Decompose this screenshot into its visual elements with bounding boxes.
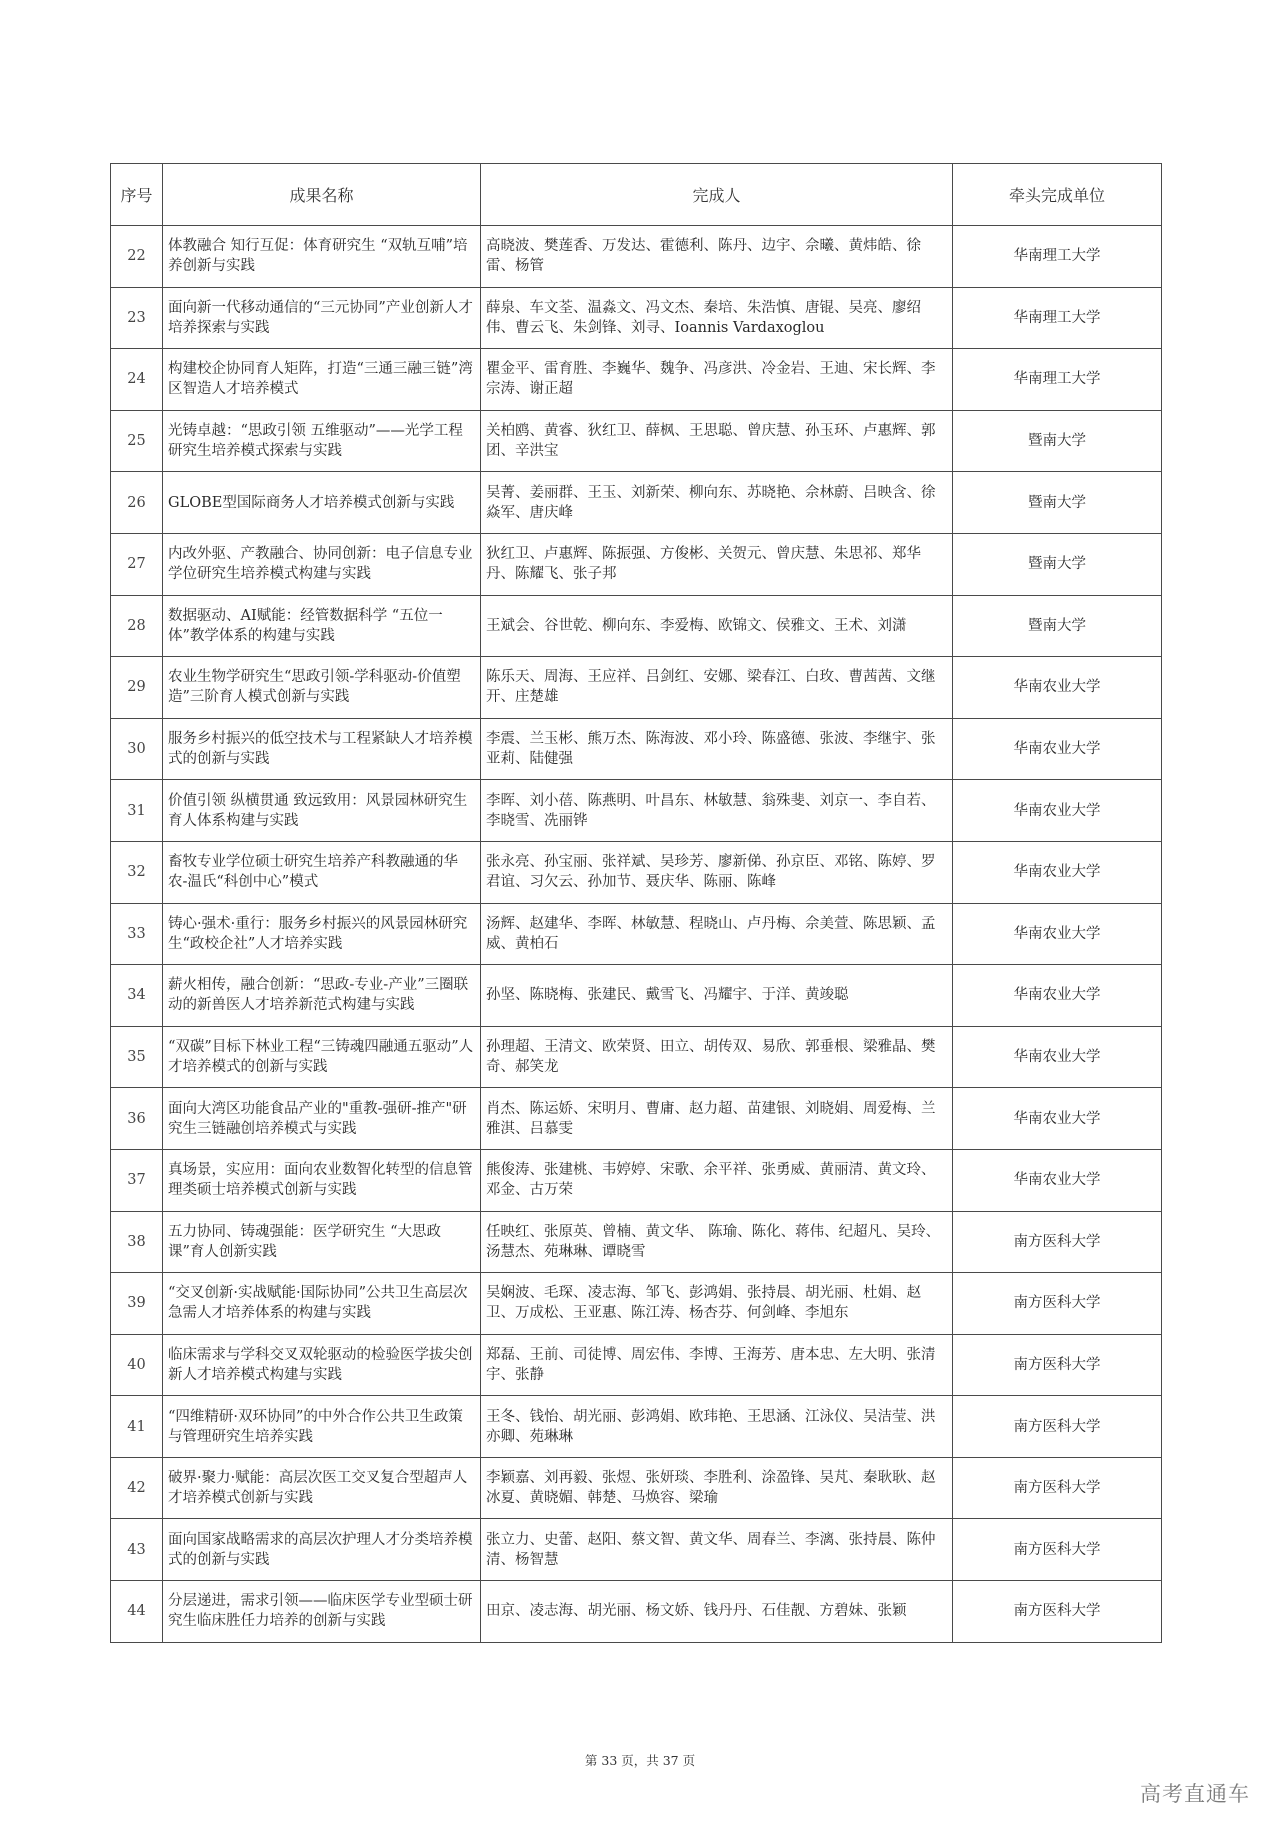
lead-unit: 华南农业大学 xyxy=(953,903,1162,965)
achievement-name: 服务乡村振兴的低空技术与工程紧缺人才培养模式的创新与实践 xyxy=(163,718,481,780)
completers: 李震、兰玉彬、熊万杰、陈海波、邓小玲、陈盛德、张波、李继宇、张亚莉、陆健强 xyxy=(481,718,953,780)
row-index: 29 xyxy=(111,657,163,719)
achievement-name: 畜牧专业学位硕士研究生培养产科教融通的华农-温氏“科创中心”模式 xyxy=(163,841,481,903)
lead-unit: 暨南大学 xyxy=(953,472,1162,534)
achievement-name: 数据驱动、AI赋能：经管数据科学 “五位一体”教学体系的构建与实践 xyxy=(163,595,481,657)
completers: 高晓波、樊莲香、万发达、霍德利、陈丹、边宇、佘曦、黄炜皓、徐雷、杨管 xyxy=(481,226,953,288)
table-row xyxy=(111,410,1162,472)
completers: 孙理超、王清文、欧荣贤、田立、胡传双、易欣、郭垂根、梁雅晶、樊奇、郝笑龙 xyxy=(481,1026,953,1088)
row-index: 44 xyxy=(111,1581,163,1643)
row-index: 22 xyxy=(111,226,163,288)
lead-unit: 南方医科大学 xyxy=(953,1273,1162,1335)
table-row xyxy=(111,1519,1162,1581)
row-index: 39 xyxy=(111,1273,163,1335)
completers: 熊俊涛、张建桃、韦婷婷、宋歌、余平祥、张勇威、黄丽清、黄文玲、邓金、古万荣 xyxy=(481,1149,953,1211)
achievement-name: 分层递进，需求引领——临床医学专业型硕士研究生临床胜任力培养的创新与实践 xyxy=(163,1581,481,1643)
row-index: 38 xyxy=(111,1211,163,1273)
row-index: 41 xyxy=(111,1396,163,1458)
achievement-name: 薪火相传，融合创新：“思政-专业-产业”三圈联动的新兽医人才培养新范式构建与实践 xyxy=(163,965,481,1027)
lead-unit: 华南农业大学 xyxy=(953,657,1162,719)
completers: 王斌会、谷世乾、柳向东、李爱梅、欧锦文、侯雅文、王术、刘潇 xyxy=(481,595,953,657)
row-index: 28 xyxy=(111,595,163,657)
achievement-name: 构建校企协同育人矩阵，打造“三通三融三链”湾区智造人才培养模式 xyxy=(163,349,481,411)
lead-unit: 暨南大学 xyxy=(953,595,1162,657)
header-index: 序号 xyxy=(111,164,163,226)
completers: 肖杰、陈运娇、宋明月、曹庸、赵力超、苗建银、刘晓娟、周爱梅、兰雅淇、吕慕雯 xyxy=(481,1088,953,1150)
completers: 瞿金平、雷育胜、李巍华、魏争、冯彦洪、冷金岩、王迪、宋长辉、李宗涛、谢正超 xyxy=(481,349,953,411)
lead-unit: 南方医科大学 xyxy=(953,1457,1162,1519)
table-row xyxy=(111,1211,1162,1273)
achievement-name: 面向国家战略需求的高层次护理人才分类培养模式的创新与实践 xyxy=(163,1519,481,1581)
completers: 李晖、刘小蓓、陈燕明、叶昌东、林敏慧、翁殊斐、刘京一、李自若、李晓雪、冼丽铧 xyxy=(481,780,953,842)
completers: 孙坚、陈晓梅、张建民、戴雪飞、冯耀宇、于洋、黄竣聪 xyxy=(481,965,953,1027)
completers: 吴菁、姜丽群、王玉、刘新荣、柳向东、苏晓艳、佘林蔚、吕映含、徐焱军、唐庆峰 xyxy=(481,472,953,534)
lead-unit: 华南农业大学 xyxy=(953,780,1162,842)
completers: 张永亮、孙宝丽、张祥斌、吴珍芳、廖新俤、孙京臣、邓铭、陈婷、罗君谊、习欠云、孙加节、聂庆华、陈丽、陈峰 xyxy=(481,841,953,903)
lead-unit: 华南农业大学 xyxy=(953,1149,1162,1211)
table-row xyxy=(111,349,1162,411)
achievement-name: 破界·聚力·赋能：高层次医工交叉复合型超声人才培养模式创新与实践 xyxy=(163,1457,481,1519)
header-name: 成果名称 xyxy=(163,164,481,226)
completers: 田京、凌志海、胡光丽、杨文娇、钱丹丹、石佳靓、方碧妹、张颖 xyxy=(481,1581,953,1643)
completers: 张立力、史蕾、赵阳、蔡文智、黄文华、周春兰、李漓、张持晨、陈仲清、杨智慧 xyxy=(481,1519,953,1581)
achievement-name: 体教融合 知行互促：体育研究生 “双轨互哺”培养创新与实践 xyxy=(163,226,481,288)
table-row xyxy=(111,472,1162,534)
completers: 狄红卫、卢惠辉、陈振强、方俊彬、关贺元、曾庆慧、朱思祁、郑华丹、陈耀飞、张子邦 xyxy=(481,533,953,595)
achievement-name: 铸心·强术·重行：服务乡村振兴的风景园林研究生“政校企社”人才培养实践 xyxy=(163,903,481,965)
completers: 郑磊、王前、司徒博、周宏伟、李博、王海芳、唐本忠、左大明、张清宇、张静 xyxy=(481,1334,953,1396)
lead-unit: 华南农业大学 xyxy=(953,1088,1162,1150)
row-index: 30 xyxy=(111,718,163,780)
table-row xyxy=(111,595,1162,657)
table-row xyxy=(111,718,1162,780)
watermark: 高考直通车 xyxy=(1140,1782,1250,1806)
achievement-name: 光铸卓越：“思政引领 五维驱动”——光学工程研究生培养模式探索与实践 xyxy=(163,410,481,472)
row-index: 33 xyxy=(111,903,163,965)
table-body xyxy=(111,226,1162,1643)
row-index: 32 xyxy=(111,841,163,903)
table-header-row xyxy=(111,164,1162,226)
row-index: 23 xyxy=(111,287,163,349)
results-table xyxy=(110,163,1162,1643)
completers: 陈乐天、周海、王应祥、吕剑红、安娜、梁春江、白玫、曹茜茜、文继开、庄楚雄 xyxy=(481,657,953,719)
achievement-name: GLOBE型国际商务人才培养模式创新与实践 xyxy=(163,472,481,534)
header-unit: 牵头完成单位 xyxy=(953,164,1162,226)
lead-unit: 华南理工大学 xyxy=(953,287,1162,349)
row-index: 36 xyxy=(111,1088,163,1150)
table-row xyxy=(111,287,1162,349)
achievement-name: 真场景，实应用：面向农业数智化转型的信息管理类硕士培养模式创新与实践 xyxy=(163,1149,481,1211)
completers: 王冬、钱怡、胡光丽、彭鸿娟、欧玮艳、王思涵、江泳仪、吴洁莹、洪亦卿、苑琳琳 xyxy=(481,1396,953,1458)
achievement-name: 面向新一代移动通信的“三元协同”产业创新人才培养探索与实践 xyxy=(163,287,481,349)
row-index: 43 xyxy=(111,1519,163,1581)
table-row xyxy=(111,780,1162,842)
achievement-name: 价值引领 纵横贯通 致远致用：风景园林研究生育人体系构建与实践 xyxy=(163,780,481,842)
lead-unit: 华南农业大学 xyxy=(953,1026,1162,1088)
table-row xyxy=(111,1457,1162,1519)
table-row xyxy=(111,1149,1162,1211)
lead-unit: 南方医科大学 xyxy=(953,1581,1162,1643)
lead-unit: 南方医科大学 xyxy=(953,1334,1162,1396)
completers: 任映红、张原英、曾楠、黄文华、 陈瑜、陈化、蒋伟、纪超凡、吴玲、汤慧杰、苑琳琳、谭晓雪 xyxy=(481,1211,953,1273)
table-row xyxy=(111,1088,1162,1150)
lead-unit: 南方医科大学 xyxy=(953,1396,1162,1458)
table-row xyxy=(111,1581,1162,1643)
achievement-name: 农业生物学研究生“思政引领-学科驱动-价值塑造”三阶育人模式创新与实践 xyxy=(163,657,481,719)
table-row xyxy=(111,226,1162,288)
row-index: 35 xyxy=(111,1026,163,1088)
lead-unit: 华南农业大学 xyxy=(953,965,1162,1027)
table-row xyxy=(111,1396,1162,1458)
achievement-name: 临床需求与学科交叉双轮驱动的检验医学拔尖创新人才培养模式构建与实践 xyxy=(163,1334,481,1396)
page-number: 第 33 页，共 37 页 xyxy=(584,1753,696,1768)
completers: 薛泉、车文荃、温淼文、冯文杰、秦培、朱浩慎、唐锟、吴亮、廖绍伟、曹云飞、朱剑锋、刘寻、Ioannis Vardaxoglou xyxy=(481,287,953,349)
row-index: 24 xyxy=(111,349,163,411)
table-row xyxy=(111,841,1162,903)
lead-unit: 南方医科大学 xyxy=(953,1211,1162,1273)
completers: 关柏鸥、黄睿、狄红卫、薛枫、王思聪、曾庆慧、孙玉环、卢惠辉、郭团、辛洪宝 xyxy=(481,410,953,472)
completers: 李颖嘉、刘再毅、张煜、张妍琰、李胜利、涂盈锋、吴芃、秦耿耿、赵冰夏、黄晓媚、韩楚、马焕容、梁瑜 xyxy=(481,1457,953,1519)
completers: 汤辉、赵建华、李晖、林敏慧、程晓山、卢丹梅、佘美萱、陈思颖、孟威、黄柏石 xyxy=(481,903,953,965)
achievement-name: 五力协同、铸魂强能：医学研究生 “大思政课”育人创新实践 xyxy=(163,1211,481,1273)
row-index: 34 xyxy=(111,965,163,1027)
table-row xyxy=(111,1334,1162,1396)
table-row xyxy=(111,965,1162,1027)
row-index: 37 xyxy=(111,1149,163,1211)
table-row xyxy=(111,1026,1162,1088)
achievement-name: 内改外驱、产教融合、协同创新：电子信息专业学位研究生培养模式构建与实践 xyxy=(163,533,481,595)
row-index: 40 xyxy=(111,1334,163,1396)
lead-unit: 华南理工大学 xyxy=(953,349,1162,411)
lead-unit: 暨南大学 xyxy=(953,533,1162,595)
achievement-name: “双碳”目标下林业工程“三铸魂四融通五驱动”人才培养模式的创新与实践 xyxy=(163,1026,481,1088)
lead-unit: 暨南大学 xyxy=(953,410,1162,472)
achievement-name: 面向大湾区功能食品产业的"重教-强研-推产"研究生三链融创培养模式与实践 xyxy=(163,1088,481,1150)
row-index: 42 xyxy=(111,1457,163,1519)
table-row xyxy=(111,533,1162,595)
row-index: 25 xyxy=(111,410,163,472)
completers: 吴娴波、毛琛、凌志海、邹飞、彭鸿娟、张持晨、胡光丽、杜娟、赵卫、万成松、王亚惠、陈江涛、杨杏芬、何剑峰、李旭东 xyxy=(481,1273,953,1335)
achievement-name: “交叉创新·实战赋能·国际协同”公共卫生高层次急需人才培养体系的构建与实践 xyxy=(163,1273,481,1335)
lead-unit: 南方医科大学 xyxy=(953,1519,1162,1581)
lead-unit: 华南理工大学 xyxy=(953,226,1162,288)
table-row xyxy=(111,903,1162,965)
row-index: 31 xyxy=(111,780,163,842)
table-row xyxy=(111,657,1162,719)
achievement-name: “四维精研·双环协同”的中外合作公共卫生政策与管理研究生培养实践 xyxy=(163,1396,481,1458)
lead-unit: 华南农业大学 xyxy=(953,718,1162,780)
row-index: 26 xyxy=(111,472,163,534)
header-people: 完成人 xyxy=(481,164,953,226)
lead-unit: 华南农业大学 xyxy=(953,841,1162,903)
row-index: 27 xyxy=(111,533,163,595)
table-row xyxy=(111,1273,1162,1335)
